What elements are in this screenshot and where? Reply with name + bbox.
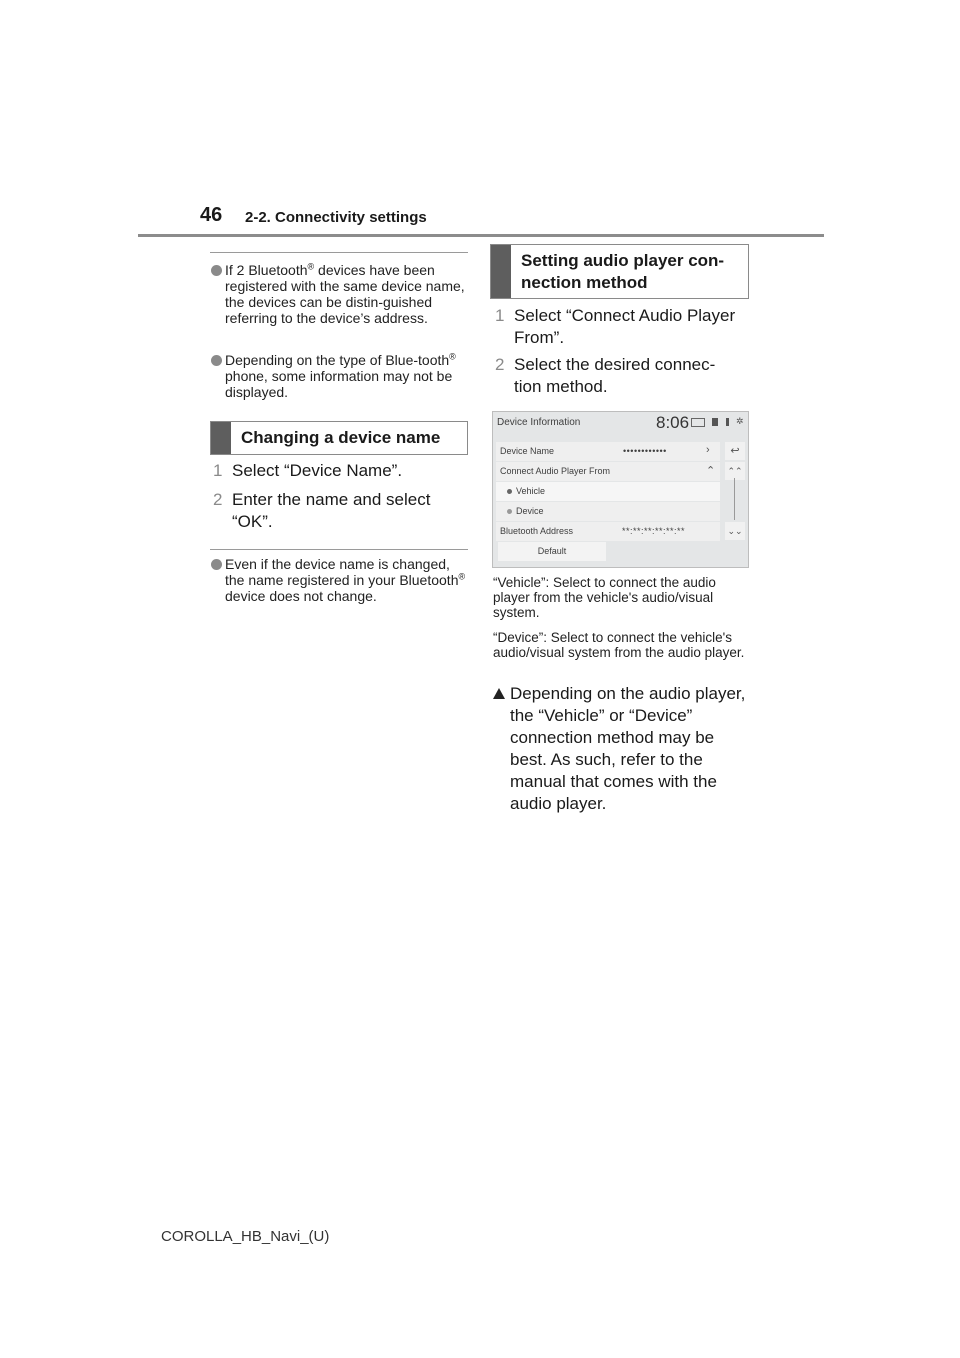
registered-mark: ® <box>449 351 456 362</box>
row-device-name[interactable] <box>496 442 720 461</box>
chevron-right-icon: › <box>706 444 710 456</box>
radio-selected-icon <box>507 489 512 494</box>
bullet-dot-icon <box>211 265 222 276</box>
option-label: Device <box>516 506 544 516</box>
note-text: device does not change. <box>225 588 377 604</box>
step-2-right <box>495 354 735 398</box>
row-label: Bluetooth Address <box>500 526 574 536</box>
page-number: 46 <box>200 204 223 226</box>
screen-title: Device Information <box>497 417 581 428</box>
note-text: Depending on the type of Blue-tooth <box>225 352 450 368</box>
step-number: 2 <box>495 355 505 374</box>
row-label: Device Name <box>500 446 555 456</box>
note-bluetooth-phone <box>211 352 459 400</box>
step-1-left <box>213 460 463 482</box>
default-button[interactable]: Default <box>498 542 606 561</box>
step-text: Select “Connect Audio Player From”. <box>514 306 736 347</box>
row-value: **:**:**:**:**:** <box>622 526 686 536</box>
screen-clock: 8:06 <box>656 413 690 432</box>
heading-text: Changing a device name <box>241 428 441 447</box>
footer-model: COROLLA_HB_Navi_(U) <box>161 1228 330 1245</box>
scrollbar-track[interactable] <box>734 478 735 520</box>
header-rule <box>138 234 824 237</box>
option-device[interactable] <box>496 502 720 521</box>
row-bluetooth-address <box>496 522 720 541</box>
note-device-name-change <box>211 556 469 604</box>
section-title: 2-2. Connectivity settings <box>245 209 427 226</box>
note-text: Even if the device name is changed, the name registered in your Bluetooth <box>225 556 459 588</box>
device-information-screen <box>492 411 749 568</box>
note-rule <box>210 549 468 550</box>
tip-text: Depending on the audio player, the “Vehicle” or “Device” connection method may be best. As such, refer to the manual that comes with the audio player. <box>510 684 746 813</box>
step-text: Select “Device Name”. <box>232 461 403 480</box>
step-number: 1 <box>213 461 223 480</box>
bullet-dot-icon <box>211 355 222 366</box>
settings-gear-icon: ✲ <box>736 416 744 426</box>
signal-icon <box>712 418 718 426</box>
bullet-dot-icon <box>211 559 222 570</box>
note-text: If 2 Bluetooth <box>225 262 308 278</box>
step-1-right <box>495 305 749 349</box>
note-text: phone, some information may not be displayed. <box>225 368 453 400</box>
option-vehicle[interactable] <box>496 482 720 501</box>
row-value: •••••••••••• <box>623 446 667 456</box>
step-text: Enter the name and select “OK”. <box>232 490 431 531</box>
registered-mark: ® <box>307 261 315 272</box>
row-label: Connect Audio Player From <box>500 466 611 476</box>
step-text: Select the desired connec-tion method. <box>514 355 716 396</box>
status-icon <box>691 418 705 427</box>
battery-icon <box>726 418 729 426</box>
scroll-up-icon[interactable]: ⌃⌃ <box>725 462 745 480</box>
option-label: Vehicle <box>516 486 546 496</box>
radio-icon <box>507 509 512 514</box>
note-top-rule <box>210 252 468 253</box>
back-icon[interactable]: ↩ <box>725 442 745 460</box>
registered-mark: ® <box>458 571 466 582</box>
step-number: 1 <box>495 306 505 325</box>
note-bluetooth-same-name <box>211 262 469 326</box>
heading-changing-device-name <box>210 421 468 455</box>
heading-bar <box>211 422 231 454</box>
caption-vehicle: “Vehicle”: Select to connect the audio player from the vehicle's audio/visual system. <box>493 575 716 620</box>
triangle-bullet-icon <box>493 688 505 699</box>
scroll-down-icon[interactable]: ⌄⌄ <box>725 522 745 540</box>
caption-device: “Device”: Select to connect the vehicle's audio/visual system from the audio player. <box>493 630 745 660</box>
tip-connection-method <box>493 683 749 815</box>
step-2-left <box>213 489 453 533</box>
heading-bar <box>491 245 511 298</box>
heading-text: Setting audio player con-nection method <box>521 251 725 292</box>
heading-audio-player-connection <box>490 244 749 299</box>
step-number: 2 <box>213 490 223 509</box>
chevron-up-icon: ⌃ <box>706 465 716 477</box>
note-text: devices have been registered with the same device name, the devices can be distin-guished referring to the device’s address. <box>225 262 465 326</box>
row-connect-audio-player-from[interactable] <box>496 462 720 481</box>
